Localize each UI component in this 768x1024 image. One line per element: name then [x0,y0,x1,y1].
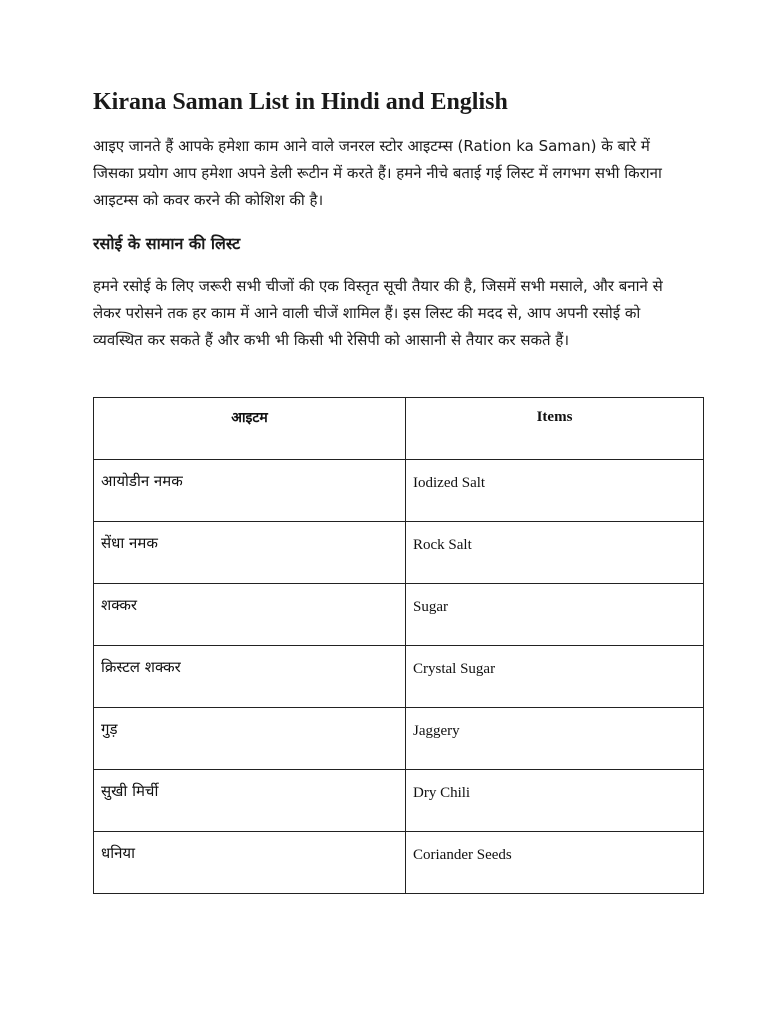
hindi-cell [94,460,406,522]
table-header-row [94,398,704,460]
table-row [94,708,704,770]
table-row [94,770,704,832]
table-row [94,584,704,646]
section-paragraph: हमने रसोई के लिए जरूरी सभी चीजों की एक विस्तृत सूची तैयार की है, जिसमें सभी मसाले, और बनाने से लेकर परोसने तक हर काम में आने वाली चीजें शामिल हैं। इस लिस्ट की मदद से, आप अपनी रसोई को व्यवस्थित कर सकते हैं और कभी भी किसी भी रेसिपी को आसानी से तैयार कर सकते हैं। [93,277,663,349]
item-english: Rock Salt [413,537,472,553]
hindi-cell [94,646,406,708]
english-cell [406,584,704,646]
header-english-cell [406,398,704,460]
header-hindi: आइटम [231,410,268,426]
item-english: Jaggery [413,723,460,739]
section-heading: रसोई के सामान की लिस्ट [93,234,241,253]
header-english: Items [536,409,573,425]
item-hindi: धनिया [101,844,136,862]
item-hindi: सुखी मिर्ची [101,782,159,800]
english-cell [406,522,704,584]
item-english: Crystal Sugar [413,661,496,677]
item-english: Sugar [413,599,448,615]
page-title: Kirana Saman List in Hindi and English [93,89,508,115]
item-english: Dry Chili [413,785,471,801]
hindi-cell [94,522,406,584]
item-hindi: आयोडीन नमक [101,472,183,490]
english-cell [406,460,704,522]
english-cell [406,832,704,894]
intro-paragraph: आइए जानते हैं आपके हमेशा काम आने वाले जनरल स्टोर आइटम्स (Ration ka Saman) के बारे में जिसका प्रयोग आप हमेशा अपने डेली रूटीन में करते हैं। हमने नीचे बताई गई लिस्ट में लगभग सभी किराना आइटम्स को कवर करने की कोशिश की है। [93,137,662,209]
item-hindi: शक्कर [101,596,138,614]
hindi-cell [94,832,406,894]
item-hindi: गुड़ [101,720,118,738]
item-english: Coriander Seeds [413,847,512,863]
hindi-cell [94,584,406,646]
item-hindi: सेंधा नमक [101,534,158,552]
item-english: Iodized Salt [413,475,486,491]
english-cell [406,646,704,708]
item-hindi: क्रिस्टल शक्कर [101,658,181,676]
hindi-cell [94,708,406,770]
hindi-cell [94,770,406,832]
english-cell [406,708,704,770]
table-row [94,646,704,708]
table-row [94,522,704,584]
header-hindi-cell [94,398,406,460]
table-row [94,460,704,522]
table-row [94,832,704,894]
english-cell [406,770,704,832]
items-table [93,397,704,894]
